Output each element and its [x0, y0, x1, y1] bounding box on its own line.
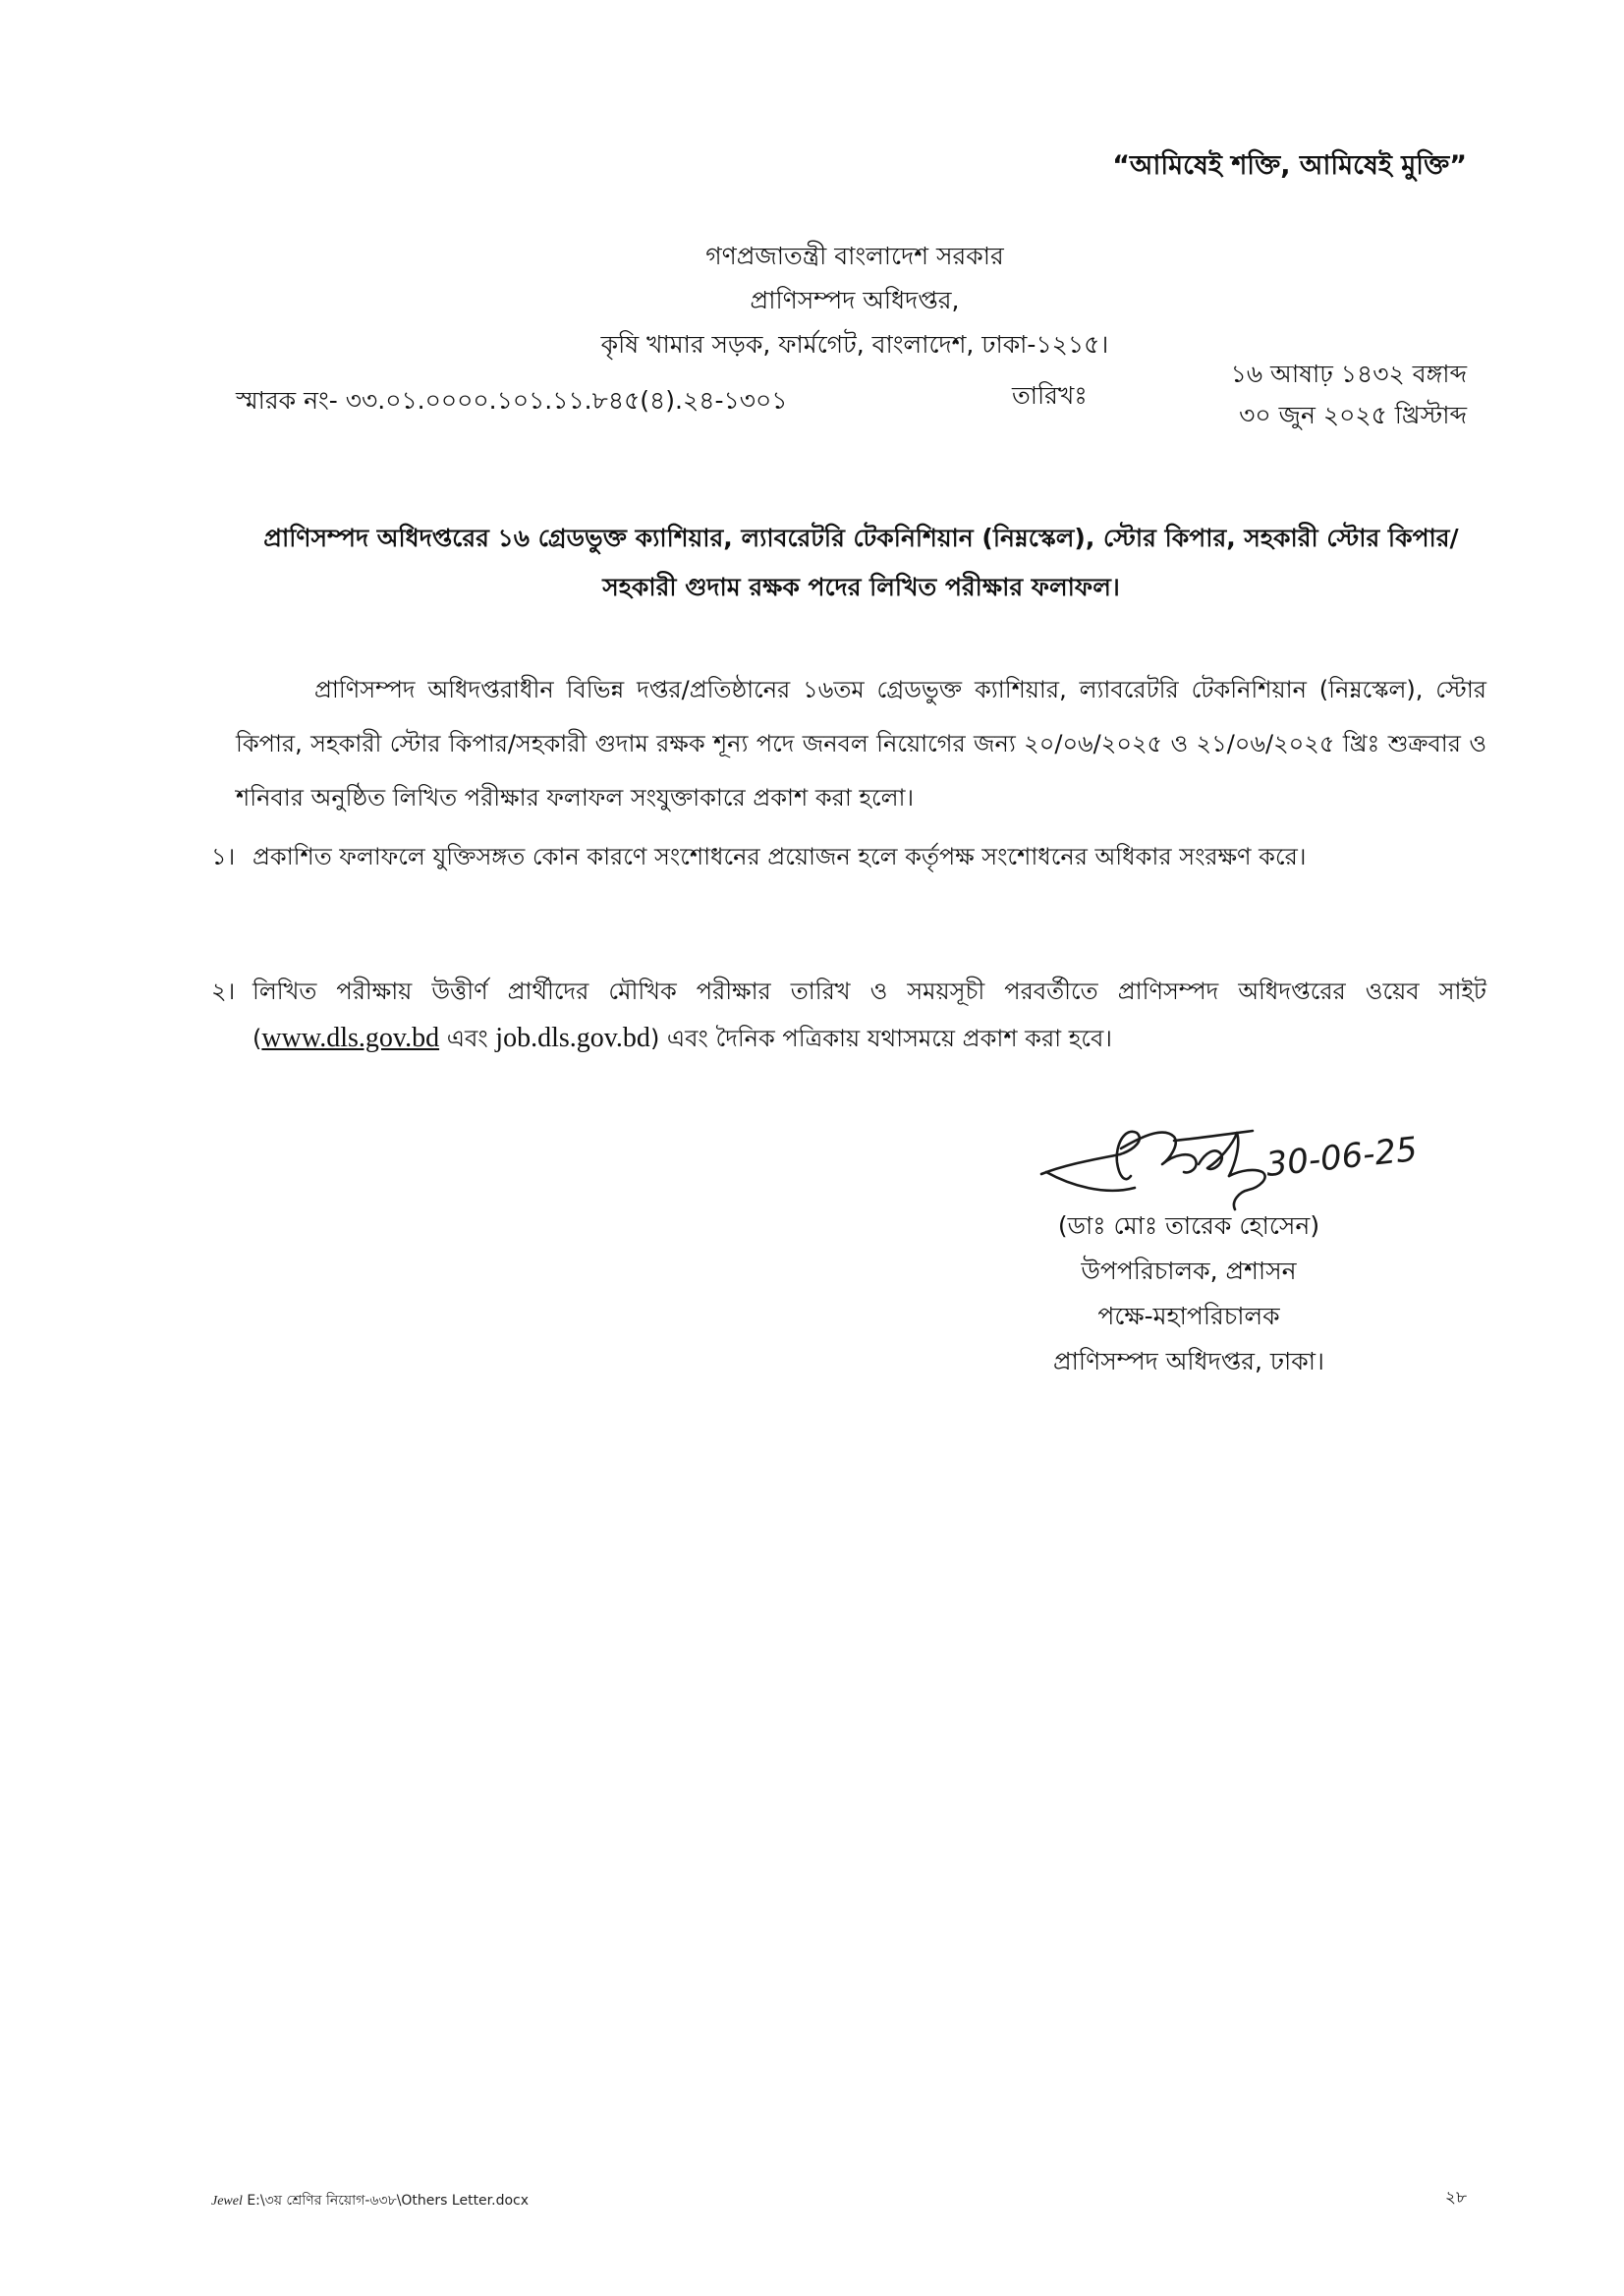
- notice-title: প্রাণিসম্পদ অধিদপ্তরের ১৬ গ্রেডভুক্ত ক্যাশিয়ার, ল্যাবরেটরি টেকনিশিয়ান (নিম্নস্কেল), স্টোর কিপার, সহকারী স্টোর কিপার/সহকারী গুদাম রক্ষক পদের লিখিত পরীক্ষার ফলাফল।: [263, 524, 1459, 601]
- signatory-name: (ডাঃ মোঃ তারেক হোসেন): [1057, 1211, 1320, 1240]
- memo-number: স্মারক নং- ৩৩.০১.০০০০.১০১.১১.৮৪৫(৪).২৪-১৩০১: [236, 386, 788, 415]
- job-website-text: job.dls.gov.bd: [495, 1023, 650, 1053]
- list-item-number: ২।: [211, 978, 236, 1005]
- list-item-text-after: ) এবং দৈনিক পত্রিকায় যথাসময়ে প্রকাশ করা হবে।: [649, 1025, 1112, 1052]
- list-item-connector: এবং: [439, 1025, 496, 1052]
- list-item-text: [252, 968, 1486, 1062]
- file-path-footer: [211, 2189, 529, 2212]
- date-block: [1231, 354, 1467, 436]
- signatory-designation: উপপরিচালক, প্রশাসন: [1081, 1257, 1297, 1285]
- list-item: [211, 968, 1486, 1062]
- website-link[interactable]: www.dls.gov.bd: [261, 1023, 440, 1053]
- footer-path: E:\৩য় শ্রেণির নিয়োগ-৬৩৮\Others Letter.docx: [247, 2193, 530, 2209]
- office-address: কৃষি খামার সড়ক, ফার্মগেট, বাংলাদেশ, ঢাকা-১২১৫।: [600, 330, 1109, 359]
- body-paragraph: প্রাণিসম্পদ অধিদপ্তরাধীন বিভিন্ন দপ্তর/প্রতিষ্ঠানের ১৬তম গ্রেডভুক্ত ক্যাশিয়ার, ল্যাবরেটরি টেকনিশিয়ান (নিম্নস্কেল), স্টোর কিপার, সহকারী স্টোর কিপার/সহকারী গুদাম রক্ষক শূন্য পদে জনবল নিয়োগের জন্য ২০/০৬/২০২৫ ও ২১/০৬/২০২৫ খ্রিঃ শুক্রবার ও শনিবার অনুষ্ঠিত লিখিত পরীক্ষার ফলাফল সংযুক্তাকারে প্রকাশ করা হলো।: [236, 676, 1486, 812]
- signature-date: 30-06-25: [1263, 1130, 1420, 1185]
- footer-path-prefix: Jewel: [211, 2194, 243, 2209]
- date-english: ৩০ জুন ২০২৫ খ্রিস্টাব্দ: [1239, 401, 1467, 429]
- letterhead: [550, 234, 1159, 366]
- signatory-on-behalf: পক্ষে-মহাপরিচালক: [1097, 1302, 1280, 1330]
- page-number: ২৮: [1444, 2188, 1467, 2208]
- handwritten-signature: [1027, 1115, 1459, 1213]
- government-name: গণপ্রজাতন্ত্রী বাংলাদেশ সরকার: [705, 242, 1004, 270]
- date-bangla: ১৬ আষাঢ় ১৪৩২ বঙ্গাব্দ: [1230, 360, 1467, 388]
- list-item: [211, 833, 1486, 880]
- list-item-text: প্রকাশিত ফলাফলে যুক্তিসঙ্গত কোন কারণে সংশোধনের প্রয়োজন হলে কর্তৃপক্ষ সংশোধনের অধিকার সংরক্ষণ করে।: [252, 843, 1307, 870]
- list-item-text-before: লিখিত পরীক্ষায় উত্তীর্ণ প্রার্থীদের মৌখিক পরীক্ষার তারিখ ও সময়সূচী পরবর্তীতে প্রাণিসম্পদ অধিদপ্তরের ওয়েব সাইট (: [252, 978, 1486, 1052]
- signatory-block: [982, 1204, 1395, 1384]
- department-name: প্রাণিসম্পদ অধিদপ্তর,: [750, 286, 960, 314]
- signatory-office: প্রাণিসম্পদ অধিদপ্তর, ঢাকা।: [1053, 1347, 1324, 1375]
- list-item-number: ১।: [211, 843, 236, 870]
- motto-slogan: “আমিষেই শক্তি, আমিষেই মুক্তি”: [1112, 150, 1467, 181]
- date-label: তারিখঃ: [1012, 381, 1088, 410]
